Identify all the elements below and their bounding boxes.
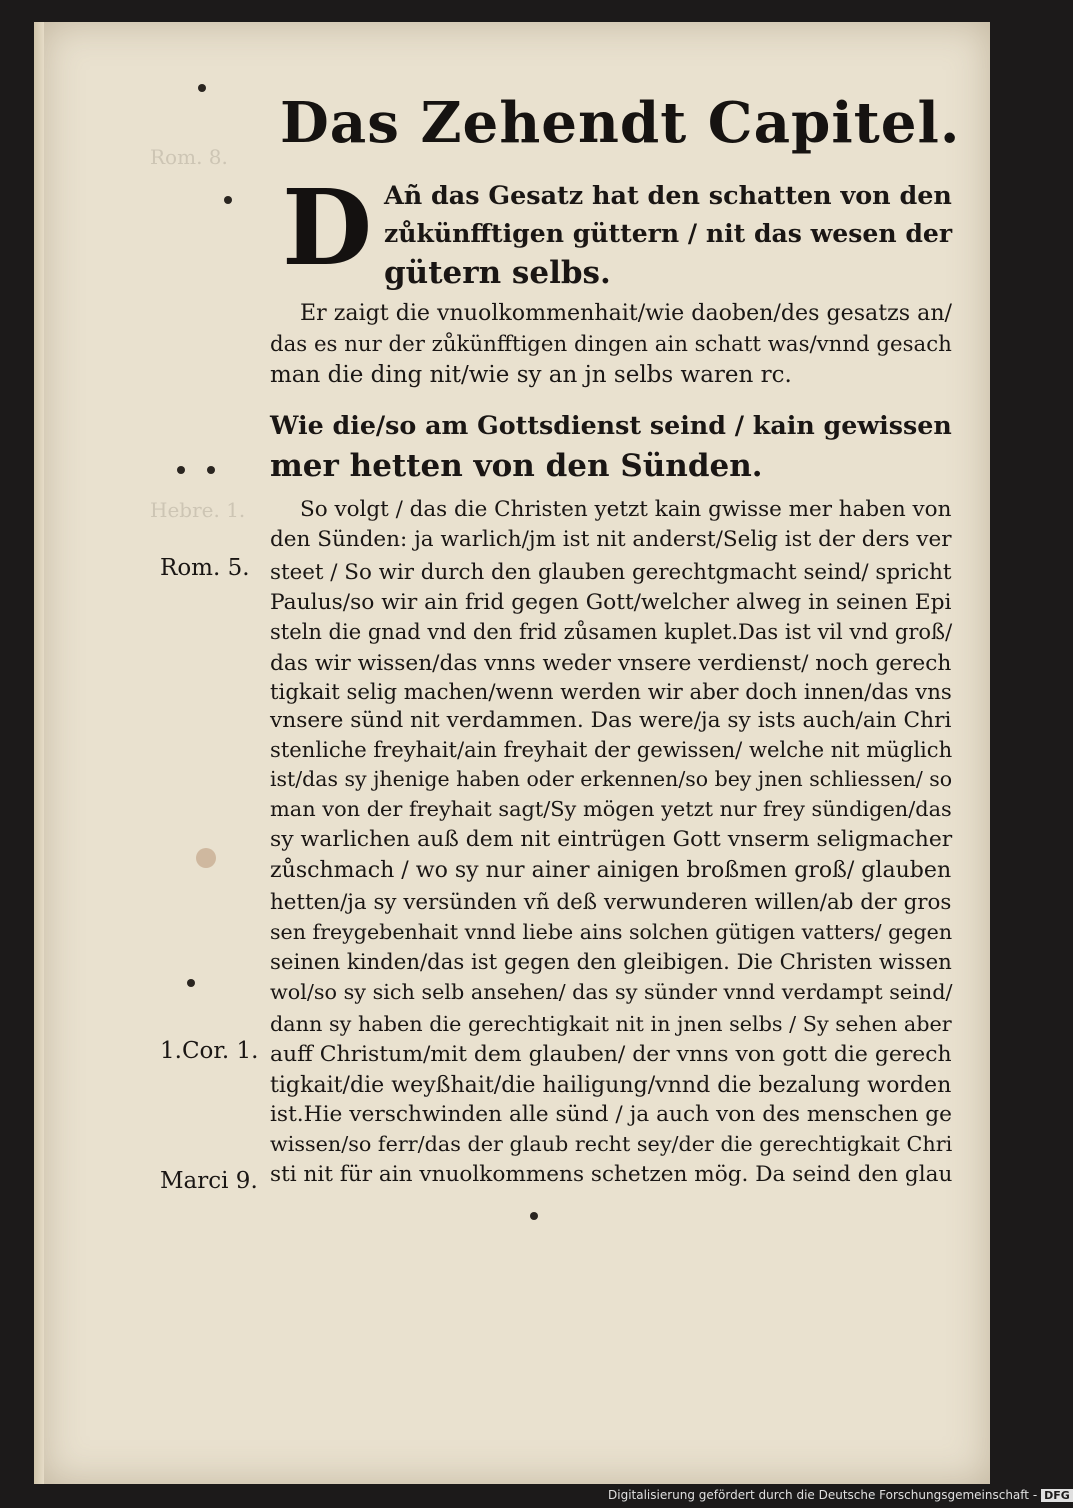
body-line: sen freygebenhait vnnd liebe ains solchen gütigen vatters/ gegen — [270, 920, 953, 944]
margin-note-marci: Marci 9. — [160, 1168, 258, 1194]
summary-line: gütern selbs. — [384, 255, 611, 291]
bleed-through: Rom. 8. — [150, 145, 228, 169]
page-hole — [207, 466, 215, 474]
body-line: So volgt / das die Christen yetzt kain gwisse mer haben von — [300, 497, 952, 522]
margin-note-rom: Rom. 5. — [160, 555, 250, 581]
intro-line: Er zaigt die vnuolkommenhait/wie daoben/des gesatzs an/ — [300, 300, 953, 326]
section-heading: Wie die/so am Gottsdienst seind / kain gewissen — [270, 410, 952, 440]
body-line: zůschmach / wo sy nur ainer ainigen broßmen groß/ glauben — [270, 858, 952, 883]
body-line: auff Christum/mit dem glauben/ der vnns von gott die gerech — [270, 1042, 952, 1067]
summary-line: zůkünfftigen güttern / nit das wesen der — [384, 218, 953, 248]
chapter-title: Das Zehendt Capitel. — [280, 90, 961, 156]
section-heading: mer hetten von den Sünden. — [270, 448, 763, 484]
body-line: ist/das sy jhenige haben oder erkennen/so bey jnen schliessen/ so — [270, 767, 953, 791]
page-hole — [198, 84, 206, 92]
body-line: das wir wissen/das vnns weder vnsere verdienst/ noch gerech — [270, 651, 952, 676]
margin-note-cor: 1.Cor. 1. — [160, 1038, 259, 1064]
page-edge — [34, 22, 44, 1484]
body-line: man von der freyhait sagt/Sy mögen yetzt nur frey sündigen/das — [270, 797, 952, 821]
body-line: stenliche freyhait/ain freyhait der gewissen/ welche nit müglich — [270, 737, 953, 762]
body-line: wissen/so ferr/das der glaub recht sey/der die gerechtigkait Chri — [270, 1132, 953, 1156]
body-line: seinen kinden/das ist gegen den gleibigen. Die Christen wissen — [270, 950, 952, 975]
footer-text: Digitalisierung gefördert durch die Deutsche Forschungsgemeinschaft - — [608, 1488, 1038, 1502]
drop-initial: D — [282, 166, 373, 289]
body-line: steln die gnad vnd den frid zůsamen kuplet.Das ist vil vnd groß/ — [270, 620, 953, 644]
page-stain — [196, 848, 216, 868]
body-line: sy warlichen auß dem nit eintrügen Gott vnserm seligmacher — [270, 827, 953, 852]
footer-credit — [608, 1488, 1073, 1502]
dfg-logo: DFG — [1041, 1489, 1073, 1502]
body-line: ist.Hie verschwinden alle sünd / ja auch von des menschen ge — [270, 1102, 952, 1127]
body-line: vnsere sünd nit verdammen. Das were/ja sy ists auch/ain Chri — [270, 708, 952, 733]
body-line: dann sy haben die gerechtigkait nit in jnen selbs / Sy sehen aber — [270, 1012, 952, 1036]
page-hole — [530, 1212, 538, 1220]
body-line: tigkait selig machen/wenn werden wir aber doch innen/das vns — [270, 680, 952, 705]
body-line: wol/so sy sich selb ansehen/ das sy sünder vnnd verdampt seind/ — [270, 980, 953, 1004]
page-hole — [224, 196, 232, 204]
body-line: steet / So wir durch den glauben gerechtgmacht seind/ spricht — [270, 560, 952, 585]
intro-line: man die ding nit/wie sy an jn selbs waren rc. — [270, 362, 792, 388]
page-hole — [177, 466, 185, 474]
page-hole — [187, 979, 195, 987]
bleed-through: Hebre. 1. — [150, 498, 246, 522]
summary-line: Añ das Gesatz hat den schatten von den — [384, 180, 952, 210]
body-line: Paulus/so wir ain frid gegen Gott/welcher alweg in seinen Epi — [270, 590, 952, 615]
body-line: hetten/ja sy versünden vñ deß verwunderen willen/ab der gros — [270, 890, 952, 915]
body-line: tigkait/die weyßhait/die hailigung/vnnd die bezalung worden — [270, 1072, 952, 1098]
body-line: den Sünden: ja warlich/jm ist nit anderst/Selig ist der ders ver — [270, 527, 952, 552]
body-line: sti nit für ain vnuolkommens schetzen mög. Da seind den glau — [270, 1162, 953, 1187]
intro-line: das es nur der zůkünfftigen dingen ain schatt was/vnnd gesach — [270, 332, 952, 357]
